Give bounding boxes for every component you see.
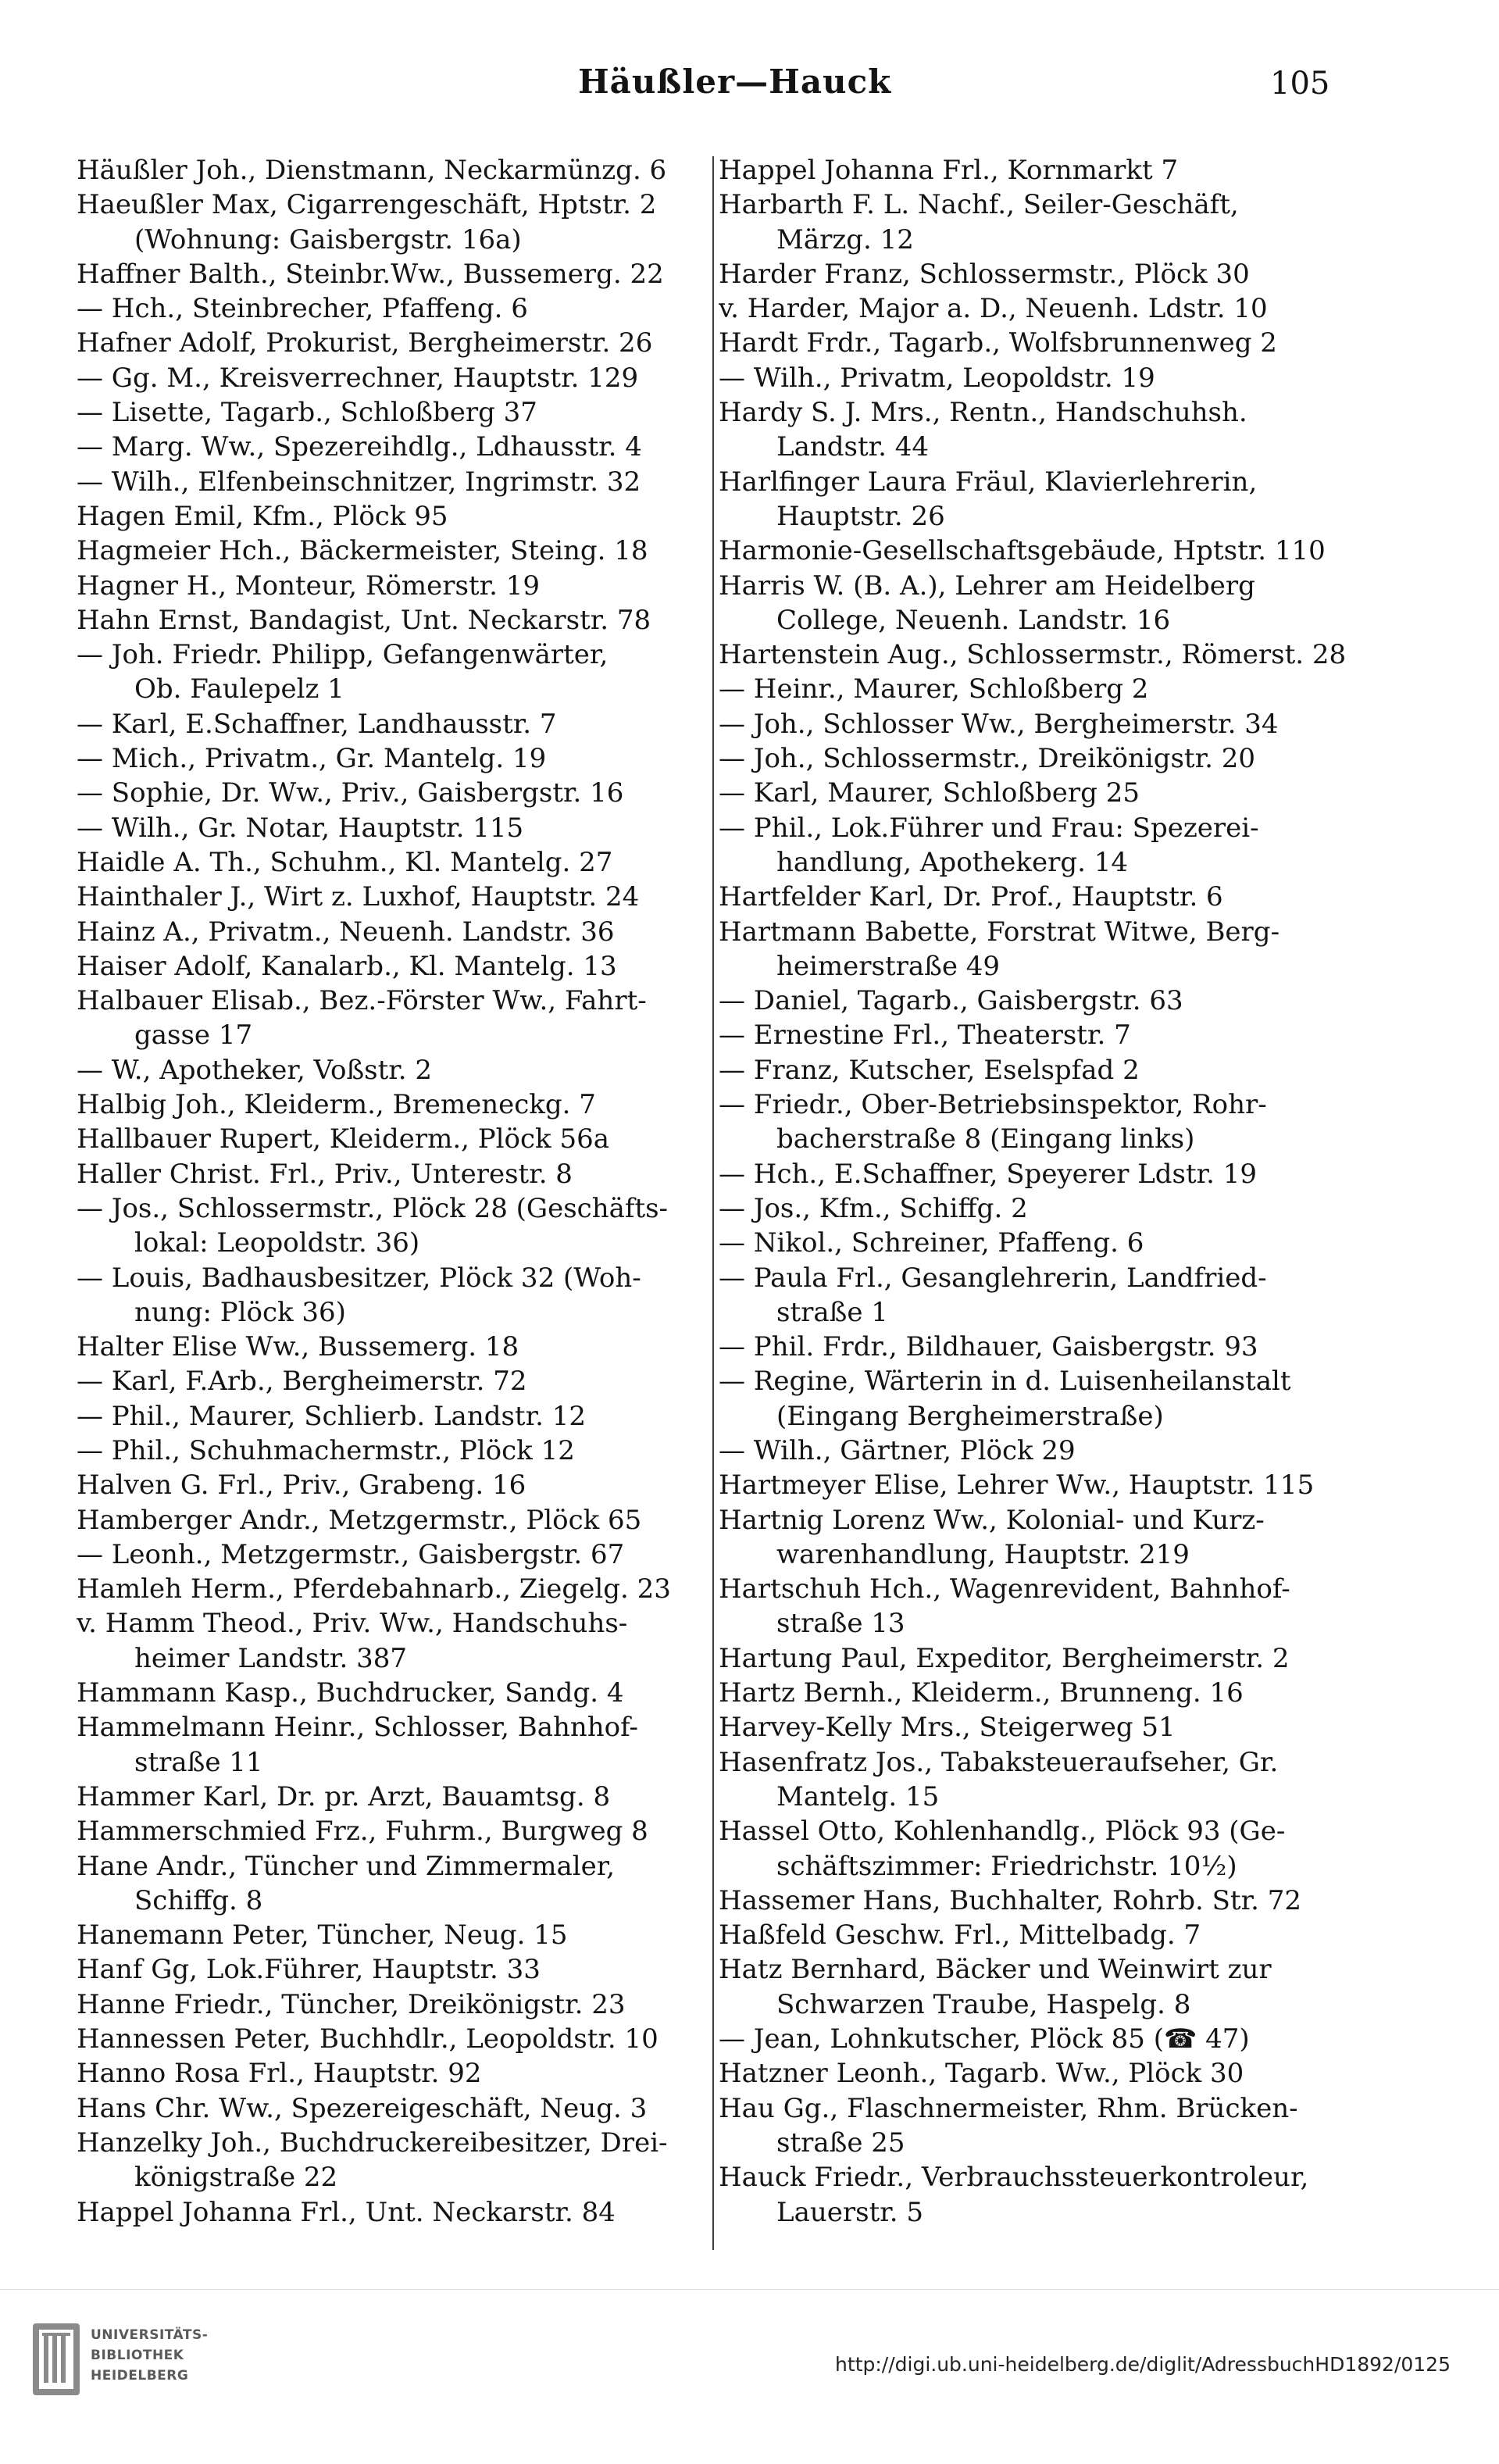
column-divider: [712, 156, 714, 2250]
entry-continuation: (Wohnung: Gaisbergstr. 16a): [134, 223, 522, 255]
directory-entry: Hardy S. J. Mrs., Rentn., Handschuhsh.: [719, 397, 1247, 429]
directory-entry: — W., Apotheker, Voßstr. 2: [77, 1054, 433, 1086]
directory-entry: Haiser Adolf, Kanalarb., Kl. Mantelg. 13: [77, 950, 617, 982]
directory-entry: Hassemer Hans, Buchhalter, Rohrb. Str. 72: [719, 1884, 1301, 1916]
directory-entry: Hasenfratz Jos., Tabaksteueraufseher, Gr.: [719, 1746, 1279, 1778]
directory-entry: Halven G. Frl., Priv., Grabeng. 16: [77, 1469, 526, 1502]
directory-entry: — Hch., Steinbrecher, Pfaffeng. 6: [77, 293, 528, 325]
entry-continuation: College, Neuenh. Landstr. 16: [776, 604, 1171, 636]
directory-entry: — Karl, E.Schaffner, Landhausstr. 7: [77, 708, 557, 740]
entry-continuation: (Eingang Bergheimerstraße): [776, 1400, 1164, 1432]
directory-entry: — Franz, Kutscher, Eselspfad 2: [719, 1054, 1140, 1086]
directory-entry: Hartenstein Aug., Schlossermstr., Römerst. 28: [719, 639, 1347, 671]
directory-entry: Hanemann Peter, Tüncher, Neug. 15: [77, 1919, 568, 1952]
directory-entry: Hammerschmied Frz., Fuhrm., Burgweg 8: [77, 1816, 648, 1848]
directory-entry: Hainthaler J., Wirt z. Luxhof, Hauptstr. 24: [77, 881, 640, 913]
directory-entry: — Karl, Maurer, Schloßberg 25: [719, 777, 1140, 809]
directory-entry: Harmonie-Gesellschaftsgebäude, Hptstr. 110: [719, 535, 1326, 567]
directory-entry: Harbarth F. L. Nachf., Seiler-Geschäft,: [719, 189, 1239, 221]
entry-continuation: nung: Plöck 36): [134, 1296, 346, 1328]
directory-entry: Hamberger Andr., Metzgermstr., Plöck 65: [77, 1504, 642, 1536]
directory-entry: Happel Johanna Frl., Unt. Neckarstr. 84: [77, 2196, 616, 2228]
entry-continuation: schäftszimmer: Friedrichstr. 10½): [776, 1850, 1237, 1882]
directory-entry: Haffner Balth., Steinbr.Ww., Bussemerg. 22: [77, 258, 664, 290]
directory-entry: Hanzelky Joh., Buchdruckereibesitzer, Drei-: [77, 2127, 668, 2159]
entry-continuation: handlung, Apothekerg. 14: [776, 846, 1128, 878]
directory-entry: — Jos., Schlossermstr., Plöck 28 (Geschäfts-: [77, 1192, 669, 1224]
directory-entry: Hainz A., Privatm., Neuenh. Landstr. 36: [77, 916, 615, 948]
running-head: [0, 62, 1499, 109]
entry-continuation: warenhandlung, Hauptstr. 219: [776, 1538, 1190, 1570]
directory-entry: Hassel Otto, Kohlenhandlg., Plöck 93 (Ge-: [719, 1816, 1286, 1848]
directory-entry: Hardt Frdr., Tagarb., Wolfsbrunnenweg 2: [719, 327, 1277, 359]
directory-entry: Harder Franz, Schlossermstr., Plöck 30: [719, 258, 1250, 290]
entry-continuation: straße 1: [776, 1296, 888, 1328]
entry-continuation: lokal: Leopoldstr. 36): [134, 1227, 420, 1259]
directory-entry: — Regine, Wärterin in d. Luisenheilanstalt: [719, 1366, 1291, 1398]
directory-entry: — Wilh., Gärtner, Plöck 29: [719, 1434, 1076, 1466]
entry-continuation: straße 13: [776, 1608, 905, 1640]
directory-entry: — Jean, Lohnkutscher, Plöck 85 (☎ 47): [719, 2023, 1250, 2055]
page-title: Häußler—Hauck: [578, 62, 892, 101]
entry-continuation: Hauptstr. 26: [776, 500, 945, 532]
library-logo[interactable]: [31, 2317, 234, 2411]
directory-entry: Harlfinger Laura Fräul, Klavierlehrerin,: [719, 466, 1258, 498]
directory-entry: Hartnig Lorenz Ww., Kolonial- und Kurz-: [719, 1504, 1265, 1536]
entry-continuation: Ob. Faulepelz 1: [134, 673, 344, 705]
directory-entry: — Joh., Schlossermstr., Dreikönigstr. 20: [719, 743, 1255, 775]
directory-entry: — Joh. Friedr. Philipp, Gefangenwärter,: [77, 639, 609, 671]
directory-entry: Hanne Friedr., Tüncher, Dreikönigstr. 23: [77, 1988, 626, 2020]
directory-entry: Haeußler Max, Cigarrengeschäft, Hptstr. 2: [77, 189, 657, 221]
directory-entry: — Leonh., Metzgermstr., Gaisbergstr. 67: [77, 1538, 625, 1570]
directory-entry: Haidle A. Th., Schuhm., Kl. Mantelg. 27: [77, 846, 613, 878]
directory-entry: — Wilh., Privatm, Leopoldstr. 19: [719, 362, 1155, 394]
logo-line: UNIVERSITÄTS-: [91, 2327, 209, 2343]
directory-entry: Harris W. (B. A.), Lehrer am Heidelberg: [719, 570, 1255, 602]
entry-continuation: straße 11: [134, 1746, 263, 1778]
entry-continuation: Schiffg. 8: [134, 1884, 263, 1916]
directory-entry: Harvey-Kelly Mrs., Steigerweg 51: [719, 1712, 1176, 1744]
directory-entry: Hahn Ernst, Bandagist, Unt. Neckarstr. 78: [77, 604, 651, 636]
entry-continuation: Lauerstr. 5: [776, 2196, 923, 2228]
directory-entry: — Friedr., Ober-Betriebsinspektor, Rohr-: [719, 1089, 1267, 1121]
directory-entry: Halbig Joh., Kleiderm., Bremeneckg. 7: [77, 1089, 596, 1121]
directory-entry: — Phil., Lok.Führer und Frau: Spezerei-: [719, 812, 1259, 844]
entry-continuation: heimerstraße 49: [776, 950, 1001, 982]
directory-entry: — Paula Frl., Gesanglehrerin, Landfried-: [719, 1262, 1267, 1294]
directory-entry: Hane Andr., Tüncher und Zimmermaler,: [77, 1850, 616, 1882]
entry-continuation: straße 25: [776, 2127, 905, 2159]
directory-entry: Hanno Rosa Frl., Hauptstr. 92: [77, 2058, 482, 2090]
source-url-link[interactable]: http://digi.ub.uni-heidelberg.de/diglit/AdressbuchHD1892/0125: [835, 2353, 1451, 2376]
directory-entry: Hammann Kasp., Buchdrucker, Sandg. 4: [77, 1677, 624, 1709]
directory-entry: — Joh., Schlosser Ww., Bergheimerstr. 34: [719, 708, 1279, 740]
directory-entry: Hans Chr. Ww., Spezereigeschäft, Neug. 3: [77, 2092, 648, 2124]
directory-entry: — Wilh., Gr. Notar, Hauptstr. 115: [77, 812, 524, 844]
directory-entry: Hatz Bernhard, Bäcker und Weinwirt zur: [719, 1954, 1272, 1986]
directory-entry: — Wilh., Elfenbeinschnitzer, Ingrimstr. 32: [77, 466, 641, 498]
directory-entry: — Louis, Badhausbesitzer, Plöck 32 (Woh-: [77, 1262, 641, 1294]
directory-entry: Hartung Paul, Expeditor, Bergheimerstr. 2: [719, 1642, 1290, 1674]
directory-entry: Haßfeld Geschw. Frl., Mittelbadg. 7: [719, 1919, 1201, 1952]
library-name: [91, 2325, 208, 2386]
directory-entry: — Hch., E.Schaffner, Speyerer Ldstr. 19: [719, 1158, 1258, 1190]
logo-line: HEIDELBERG: [91, 2368, 189, 2384]
directory-entry: — Gg. M., Kreisverrechner, Hauptstr. 129: [77, 362, 639, 394]
directory-entry: — Ernestine Frl., Theaterstr. 7: [719, 1020, 1131, 1052]
directory-entry: Halter Elise Ww., Bussemerg. 18: [77, 1331, 519, 1363]
directory-entry: Hartfelder Karl, Dr. Prof., Hauptstr. 6: [719, 881, 1223, 913]
directory-entry: Haller Christ. Frl., Priv., Unterestr. 8: [77, 1158, 573, 1190]
directory-entry: — Daniel, Tagarb., Gaisbergstr. 63: [719, 985, 1183, 1017]
directory-entry: — Mich., Privatm., Gr. Mantelg. 19: [77, 743, 547, 775]
directory-entry: Hartschuh Hch., Wagenrevident, Bahnhof-: [719, 1573, 1290, 1605]
directory-entry: Hannessen Peter, Buchhdlr., Leopoldstr. 10: [77, 2023, 658, 2055]
directory-entry: Halbauer Elisab., Bez.-Förster Ww., Fahrt-: [77, 985, 647, 1017]
directory-entry: — Sophie, Dr. Ww., Priv., Gaisbergstr. 16: [77, 777, 624, 809]
left-column: [77, 153, 706, 2230]
directory-entry: Hagner H., Monteur, Römerstr. 19: [77, 570, 541, 602]
logo-line: BIBLIOTHEK: [91, 2348, 184, 2363]
directory-entry: — Karl, F.Arb., Bergheimerstr. 72: [77, 1366, 527, 1398]
directory-entry: — Marg. Ww., Spezereihdlg., Ldhausstr. 4: [77, 431, 642, 463]
entry-continuation: königstraße 22: [134, 2162, 338, 2194]
directory-entry: Hammelmann Heinr., Schlosser, Bahnhof-: [77, 1712, 638, 1744]
directory-entry: Hartz Bernh., Kleiderm., Brunneng. 16: [719, 1677, 1244, 1709]
entry-continuation: Mantelg. 15: [776, 1780, 940, 1812]
directory-entry: — Jos., Kfm., Schiffg. 2: [719, 1192, 1028, 1224]
directory-entry: Hallbauer Rupert, Kleiderm., Plöck 56a: [77, 1123, 609, 1155]
entry-continuation: bacherstraße 8 (Eingang links): [776, 1123, 1195, 1155]
directory-entry: Hauck Friedr., Verbrauchssteuerkontroleur,: [719, 2162, 1309, 2194]
directory-entry: — Lisette, Tagarb., Schloßberg 37: [77, 397, 537, 429]
directory-entry: Hamleh Herm., Pferdebahnarb., Ziegelg. 23: [77, 1573, 671, 1605]
entry-continuation: gasse 17: [134, 1020, 253, 1052]
directory-entry: Hammer Karl, Dr. pr. Arzt, Bauamtsg. 8: [77, 1780, 611, 1812]
entry-continuation: heimer Landstr. 387: [134, 1642, 407, 1674]
directory-entry: Hanf Gg, Lok.Führer, Hauptstr. 33: [77, 1954, 541, 1986]
entry-continuation: Märzg. 12: [776, 223, 914, 255]
directory-entry: — Phil., Maurer, Schlierb. Landstr. 12: [77, 1400, 586, 1432]
library-emblem-icon: [31, 2322, 81, 2397]
directory-entry: — Heinr., Maurer, Schloßberg 2: [719, 673, 1149, 705]
directory-entry: — Nikol., Schreiner, Pfaffeng. 6: [719, 1227, 1144, 1259]
directory-entry: v. Harder, Major a. D., Neuenh. Ldstr. 10: [719, 293, 1268, 325]
page-number: 105: [1270, 66, 1330, 102]
right-column: [719, 153, 1353, 2230]
directory-entry: Hatzner Leonh., Tagarb. Ww., Plöck 30: [719, 2058, 1244, 2090]
directory-entry: Hartmann Babette, Forstrat Witwe, Berg-: [719, 916, 1280, 948]
footer-divider: [0, 2289, 1499, 2290]
directory-entry: Hau Gg., Flaschnermeister, Rhm. Brücken-: [719, 2092, 1298, 2124]
directory-entry: Hartmeyer Elise, Lehrer Ww., Hauptstr. 115: [719, 1469, 1315, 1502]
entry-continuation: Landstr. 44: [776, 431, 930, 463]
directory-entry: Häußler Joh., Dienstmann, Neckarmünzg. 6: [77, 155, 667, 186]
directory-entry: Hagen Emil, Kfm., Plöck 95: [77, 500, 448, 532]
directory-entry: Happel Johanna Frl., Kornmarkt 7: [719, 155, 1179, 186]
directory-entry: Hagmeier Hch., Bäckermeister, Steing. 18: [77, 535, 648, 567]
directory-entry: — Phil., Schuhmachermstr., Plöck 12: [77, 1434, 575, 1466]
directory-entry: — Phil. Frdr., Bildhauer, Gaisbergstr. 93: [719, 1331, 1258, 1363]
directory-entry: v. Hamm Theod., Priv. Ww., Handschuhs-: [77, 1608, 628, 1640]
directory-entry: Hafner Adolf, Prokurist, Bergheimerstr. 26: [77, 327, 653, 359]
entry-continuation: Schwarzen Traube, Haspelg. 8: [776, 1988, 1191, 2020]
